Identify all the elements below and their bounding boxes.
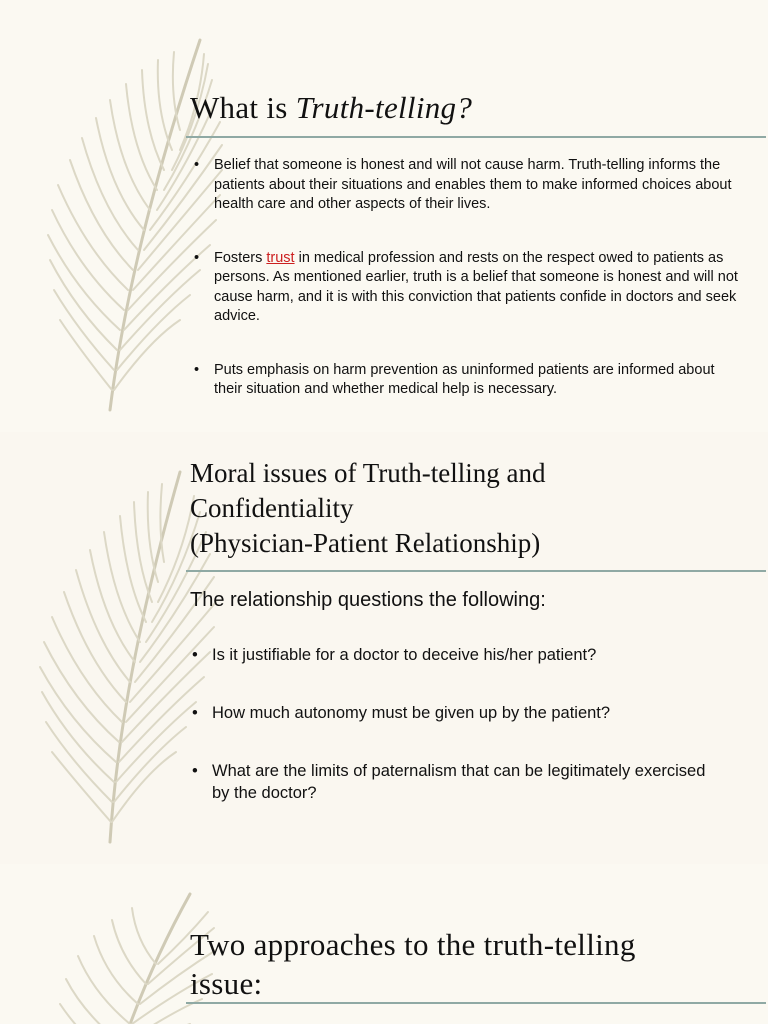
list-item [192, 156, 742, 215]
title-prefix: What is [190, 90, 296, 125]
title-divider [186, 570, 766, 572]
bullet-text-post: in medical profession and rests on the respect owed to patients as persons. As mentioned earlier, truth is a belief that someone is honest and will not cause harm, and it is with this conviction that patients confide in doctors and seek advice. [214, 249, 738, 324]
title-line-3: (Physician-Patient Relationship) [190, 528, 541, 558]
bullet-list [192, 156, 742, 432]
page-title [190, 90, 472, 126]
section-title [190, 925, 636, 1003]
trust-link[interactable]: trust [266, 249, 295, 266]
list-item [192, 249, 742, 327]
section-title [190, 456, 546, 561]
bullet-text: Belief that someone is honest and will not cause harm. Truth-telling informs the patients about their situations and enables them to make informed choices about health care and other aspects of their lives. [214, 157, 732, 212]
title-emphasis: Truth-telling? [295, 90, 473, 125]
slide-what-is-truth-telling [0, 0, 768, 432]
title-line-2: issue: [190, 966, 263, 1001]
title-line-1: Two approaches to the truth-telling [190, 927, 636, 962]
list-item [192, 361, 742, 400]
list-item [190, 644, 710, 666]
title-line-2: Confidentiality [190, 493, 354, 523]
title-divider [186, 136, 766, 138]
bullet-text-pre: Fosters [214, 249, 267, 266]
list-item [190, 702, 710, 724]
bullet-text: Puts emphasis on harm prevention as uninformed patients are informed about their situation and whether medical help is necessary. [214, 361, 715, 397]
question-text: How much autonomy must be given up by the patient? [212, 704, 611, 722]
question-text: Is it justifiable for a doctor to deceive his/her patient? [212, 646, 597, 664]
slide-moral-issues [0, 432, 768, 864]
question-list [190, 644, 710, 840]
title-divider [186, 1002, 766, 1004]
list-item [190, 760, 710, 804]
question-text: What are the limits of paternalism that can be legitimately exercised by the doctor? [212, 762, 706, 802]
title-line-1: Moral issues of Truth-telling and [190, 458, 546, 488]
intro-text: The relationship questions the following: [190, 589, 546, 611]
slide-two-approaches [0, 864, 768, 1024]
